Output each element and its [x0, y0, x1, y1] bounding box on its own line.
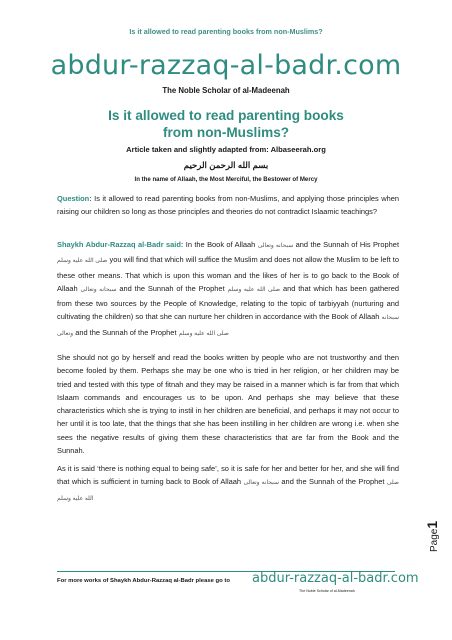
question-text: Is it allowed to read parenting books from non-Muslims, and applying those principles when raising our children so long as those principles and theories do not contradict Islaamic teachings?: [57, 194, 399, 217]
honorific-allah: سبحانه وتعالى: [243, 480, 279, 487]
honorific-allah: سبحانه وتعالى: [257, 243, 294, 249]
honorific-allah: سبحانه وتعالى: [57, 315, 399, 337]
page-number-value: 1: [424, 520, 440, 529]
question-paragraph: [57, 192, 399, 219]
basmala-translation: In the name of Allaah, the Most Merciful, the Bestower of Mercy: [134, 176, 318, 183]
running-header: Is it allowed to read parenting books from non-Muslims?: [129, 27, 323, 36]
article-title: [0, 107, 452, 141]
page-label: Page: [429, 528, 440, 552]
closing-text-2: and the Sunnah of the Prophet: [279, 477, 387, 487]
article-title-line-1: Is it allowed to read parenting books: [108, 108, 344, 123]
basmala-arabic: بسم الله الرحمن الرحيم: [183, 160, 269, 170]
honorific-allah: سبحانه وتعالى: [80, 286, 117, 293]
answer-text-2: and the Sunnah of His Prophet: [293, 240, 400, 249]
honorific-prophet: صلى الله عليه وسلم: [57, 258, 108, 265]
question-label: Question:: [57, 194, 92, 203]
footer-brand-subtitle: The Noble Scholar of al-Madeenah: [299, 589, 355, 593]
answer-text-1: In the Book of Allaah: [183, 240, 258, 249]
answer-text-3: you will find that which will suffice the Muslim and does not allow the Muslim to be left to these other means. That which is upon this woman and the likes of her is to go back to the Book of Allaah: [57, 255, 400, 293]
brand-subtitle: The Noble Scholar of al-Madeenah: [162, 86, 290, 95]
page-number: [424, 521, 440, 552]
answer-label: Shaykh Abdur-Razzaq al-Badr said:: [57, 240, 184, 249]
warning-text: She should not go by herself and read the books written by people who are not trustworthy and then become fooled by them. Perhaps she may be one who is tried in her religion, or her children may be tried and tested with this type of fitnah and they may be raised in a manner which is far from that which Islaam commands and encourages us to be upon. And perhaps she may believe that these characteristics which she is trying to instil in her children are beneficial, and perhaps it may not occur to her until it is too late, that the things that she has been instilling in her children are wrong i.e. when she sees the negative results of giving them these characteristics that are far from the Book and the Sunnah.: [57, 353, 399, 456]
honorific-prophet: صلى الله عليه وسلم: [178, 330, 229, 337]
site-brand-logo: abdur-razzaq-al-badr.com: [50, 50, 402, 81]
warning-paragraph: [57, 351, 399, 457]
article-title-line-2: from non-Muslims?: [162, 125, 290, 140]
answer-text-4: and the Sunnah of the Prophet: [116, 283, 228, 293]
honorific-prophet: صلى الله عليه وسلم: [227, 286, 281, 293]
closing-paragraph: [57, 462, 399, 506]
footer-brand-link[interactable]: abdur-razzaq-al-badr.com: [252, 571, 419, 586]
answer-text-6: and the Sunnah of the Prophet: [73, 327, 179, 337]
source-note: Article taken and slightly adapted from: Albaseerah.org: [126, 145, 326, 154]
footer-more-works: For more works of Shaykh Abdur-Razzaq al-Badr please go to: [57, 578, 230, 584]
answer-text-5: and that which has been gathered from these two sources by the People of Knowledge, relating to the topic of tarbiyyah (nurturing and cultivating the children) so that she can nurture her children in accordance with the Book of Allaah: [57, 283, 399, 322]
honorific-prophet: صلى الله عليه وسلم: [57, 480, 399, 502]
answer-paragraph: [57, 238, 399, 341]
closing-text-1: As it is said ‘there is nothing equal to being safe’, so it is safe for her and better for her, and she will find that which is sufficient in turning back to Book of Allaah: [57, 464, 399, 487]
